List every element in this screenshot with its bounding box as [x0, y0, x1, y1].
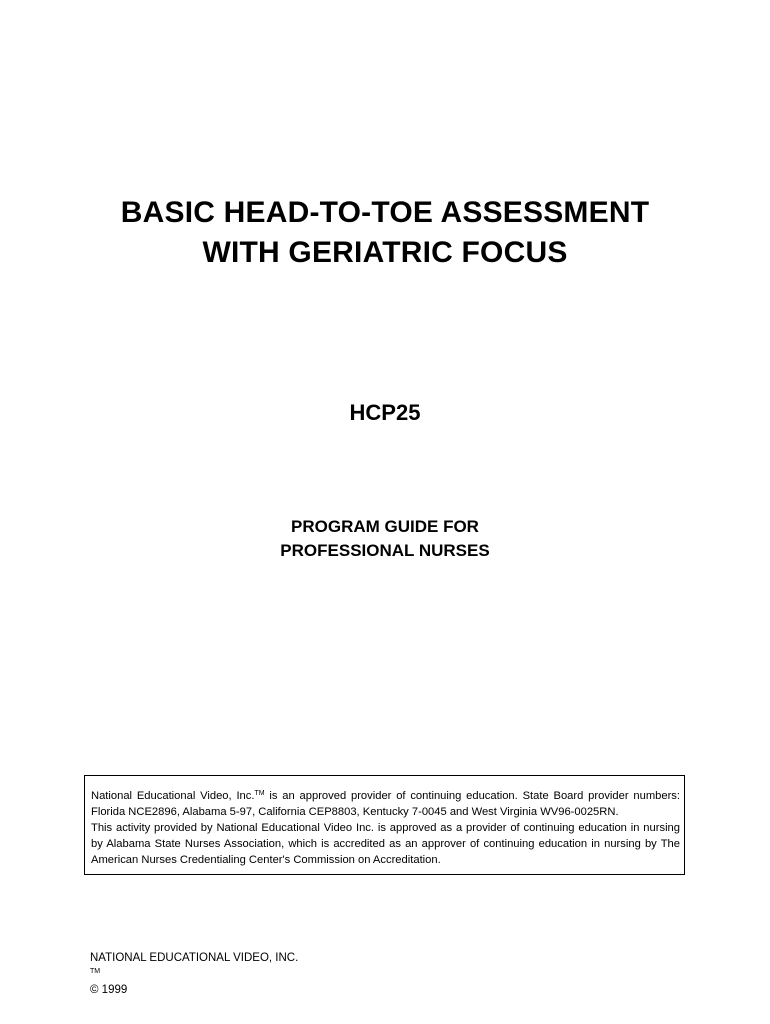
provider-name: National Educational Video, Inc. [91, 790, 255, 802]
document-title [0, 193, 770, 273]
publisher-line [90, 950, 298, 982]
provider-numbers-text: is an approved provider of continuing education. State Board provider numbers: Florida NCE2896, Alabama 5-97, California CEP8803, Kentucky 7-0045 and West Virginia WV96-0025RN. [91, 790, 681, 818]
trademark-mark: TM [254, 790, 265, 797]
title-line-1: BASIC HEAD-TO-TOE ASSESSMENT [120, 196, 650, 229]
provider-notice-paragraph [91, 788, 680, 820]
publisher-name: NATIONAL EDUCATIONAL VIDEO, INC. [90, 952, 299, 964]
subtitle-line-2: PROFESSIONAL NURSES [280, 541, 490, 560]
program-code: HCP25 [349, 400, 421, 425]
program-guide-subtitle [0, 515, 770, 563]
accreditation-paragraph: This activity provided by National Educational Video Inc. is approved as a provider of continuing education in nursing by Alabama State Nurses Association, which is accredited as an approver of continuing education in nursing by The American Nurses Credentialing Center's Commission on Accreditation. [91, 822, 680, 866]
title-line-2: WITH GERIATRIC FOCUS [202, 236, 568, 269]
publisher-footer [90, 950, 298, 998]
copyright-line: © 1999 [90, 984, 128, 996]
subtitle-line-1: PROGRAM GUIDE FOR [291, 517, 479, 536]
footer-trademark-mark: TM [90, 968, 101, 975]
accreditation-notice-box [84, 775, 685, 875]
